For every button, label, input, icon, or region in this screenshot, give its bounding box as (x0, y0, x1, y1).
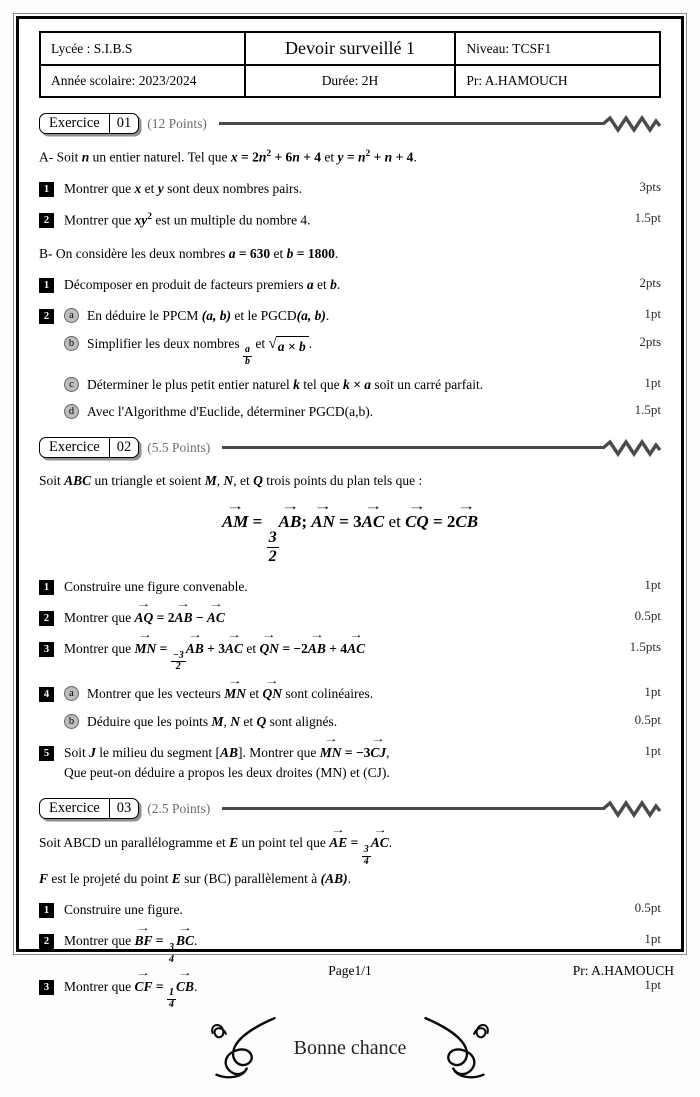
exercise1-intro-a: A- Soit n un entier naturel. Tel que $x = 2n^2 + 6n + 4$ et $y = n^2 + n + 4$. (39, 149, 417, 165)
exercise3-header (39, 798, 661, 819)
item-points: 1.5pt (634, 402, 661, 418)
zigzag-icon (603, 800, 661, 818)
exercise1-intro-b: B- On considère les deux nombres a = 630 et b = 1800. (39, 245, 339, 261)
sub-item-text: En déduire le PPCM (a, b) et le PGCD(a, b). (87, 308, 330, 324)
item-number-badge: 1 (39, 278, 54, 293)
exercise3-points-label: (2.5 Points) (147, 800, 211, 816)
exercise2-badge (39, 437, 139, 458)
ex2-item-2 (39, 599, 661, 628)
sub-item-text: Montrer que les vecteurs → MN et → QN sont colinéaires. (87, 675, 374, 702)
item-text: Soit J le milieu du segment [AB]. Montrer que → MN = −3 → CJ, (64, 734, 390, 760)
item-points: 1.5pt (634, 210, 661, 225)
item-text: Montrer que → MN = $\frac{-3}{2}$ → AB + 3 → AC et → QN = −2 → AB + 4 → AC (64, 630, 366, 673)
ex1-b2-sub-b (64, 330, 661, 368)
rule-line (219, 122, 604, 125)
item-points: 3pts (639, 178, 661, 194)
ex3-item-2 (39, 922, 661, 965)
exercise1-header (39, 113, 661, 134)
item-lines (64, 734, 661, 784)
exercise2-header (39, 437, 661, 458)
ex2-i5-line2: Que peut-on déduire a propos les deux droites (MN) et (CJ). (64, 765, 390, 781)
item-text: Décomposer en produit de facteurs premiers a et b. (64, 277, 341, 292)
item-number-badge: 1 (39, 903, 54, 918)
closing-message-row (39, 1011, 661, 1097)
item-number-badge: 2 (39, 934, 54, 949)
ex1-item-1 (39, 175, 661, 199)
ex1-b2-sub-d (64, 398, 661, 422)
item-number-badge: 2 (39, 611, 54, 626)
section-rule (219, 115, 661, 133)
exercise3-badge (39, 798, 139, 819)
ex1-b-item-1 (39, 271, 661, 295)
item-number-badge: 1 (39, 580, 54, 595)
item-points: 0.5pt (634, 711, 661, 727)
item-points: 2pts (639, 333, 661, 349)
ex2-item-5 (39, 734, 661, 784)
item-number-badge: 4 (39, 687, 54, 702)
flourish-left-icon (200, 1015, 280, 1081)
sub-item-text: Déterminer le plus petit entier naturel k tel que k × a soit un carré parfait. (87, 376, 484, 392)
exercise1-points-label: (12 Points) (147, 115, 207, 131)
ex2-item-4 (39, 675, 661, 732)
exercise-number: 01 (109, 114, 139, 133)
page-footer (0, 963, 700, 983)
exam-title: Devoir surveillé 1 (245, 32, 456, 65)
exercise-name: Exercice (49, 800, 100, 817)
item-points: 1pt (644, 931, 661, 947)
sub-letter-badge: d (64, 404, 79, 419)
item-number-badge: 5 (39, 746, 54, 761)
item-points: 1pt (644, 742, 661, 758)
item-points: 0.5pt (634, 900, 661, 916)
ex1-item-2 (39, 206, 661, 231)
item-number-badge: 2 (39, 309, 54, 324)
exercise1-badge (39, 113, 139, 134)
item-points: 0.5pt (634, 607, 661, 623)
item-text: Construire une figure. (64, 902, 183, 918)
item-text: Montrer que → BF = $\frac{3}{4}$ → BC. (64, 922, 198, 965)
item-points: 1.5pts (629, 639, 661, 655)
level-label: Niveau: TCSF1 (455, 32, 660, 65)
exercise-number: 03 (109, 799, 139, 818)
school-name: Lycée : S.I.B.S (40, 32, 245, 65)
zigzag-icon (603, 439, 661, 457)
sub-letter-badge: a (64, 686, 79, 701)
footer-teacher: Pr: A.HAMOUCH (572, 963, 674, 978)
item-points: 1pt (644, 306, 661, 322)
ex2-i4-sub-b (64, 708, 661, 732)
exercise2-intro: Soit ABC un triangle et soient M, N, et Q trois points du plan tels que : (39, 473, 423, 489)
sub-letter-badge: b (64, 714, 79, 729)
academic-year: Année scolaire: 2023/2024 (40, 65, 245, 97)
item-points: 2pts (639, 275, 661, 290)
sub-items (64, 302, 661, 422)
sub-items (64, 675, 661, 732)
section-rule (222, 800, 661, 818)
item-points: 1pt (644, 576, 661, 592)
ex3-item-1 (39, 896, 661, 920)
ex2-item-3 (39, 630, 661, 673)
exercise3-intro-2: F est le projeté du point E sur (BC) parallèlement à (AB). (39, 870, 351, 886)
exercise3-intro-1: Soit ABCD un parallélogramme et E un point tel que → AE = $\frac{3}{4}$ → AC. (39, 824, 393, 867)
sub-item-text: Simplifier les deux nombres $\frac{a}{b}$ et √ a × b . (87, 335, 313, 367)
ex1-b2-sub-c (64, 371, 661, 395)
item-number-badge: 3 (39, 980, 54, 995)
exercise2-equation: → AM = $\frac{3}{2}$ → AB; → AN = 3 → AC et → CQ = 2 → CB (221, 499, 479, 565)
closing-message: Bonne chance (293, 1036, 407, 1059)
section-rule (222, 439, 661, 457)
ex1-b-item-2 (39, 302, 661, 422)
item-number-badge: 1 (39, 182, 54, 197)
item-points: 1pt (644, 374, 661, 390)
teacher-label: Pr: A.HAMOUCH (455, 65, 660, 97)
exercise-number: 02 (109, 438, 139, 457)
item-points: 1pt (644, 684, 661, 700)
zigzag-icon (603, 115, 661, 133)
ex2-item-1 (39, 573, 661, 597)
exercise-name: Exercice (49, 439, 100, 456)
item-text: Montrer que $xy^2$ est un multiple du nombre 4. (64, 212, 311, 228)
item-text: Montrer que → CF = $\frac{1}{4}$ → CB. (64, 968, 198, 1011)
rule-line (222, 446, 604, 449)
item-number-badge: 2 (39, 213, 54, 228)
sub-item-text: Avec l'Algorithme d'Euclide, déterminer PGCD(a,b). (87, 404, 374, 420)
ex2-i4-sub-a (64, 675, 661, 704)
sub-letter-badge: a (64, 308, 79, 323)
item-text: Montrer que → AQ = 2 → AB − → AC (64, 599, 225, 625)
item-text: Montrer que x et y sont deux nombres pairs. (64, 180, 303, 196)
ex1-b2-sub-a (64, 302, 661, 326)
rule-line (222, 807, 604, 810)
item-points: 1pt (644, 976, 661, 992)
sub-letter-badge: c (64, 377, 79, 392)
page-number: Page1/1 (328, 963, 372, 978)
duration-label: Durée: 2H (245, 65, 456, 97)
header-table (39, 31, 661, 98)
ex2-i5-line1 (64, 734, 661, 763)
item-text: Construire une figure convenable. (64, 578, 248, 594)
exercise2-points-label: (5.5 Points) (147, 439, 211, 455)
exercise-name: Exercice (49, 115, 100, 131)
flourish-right-icon (420, 1015, 500, 1081)
sub-item-text: Déduire que les points M, N et Q sont alignés. (87, 713, 338, 729)
sub-letter-badge: b (64, 336, 79, 351)
item-number-badge: 3 (39, 642, 54, 657)
